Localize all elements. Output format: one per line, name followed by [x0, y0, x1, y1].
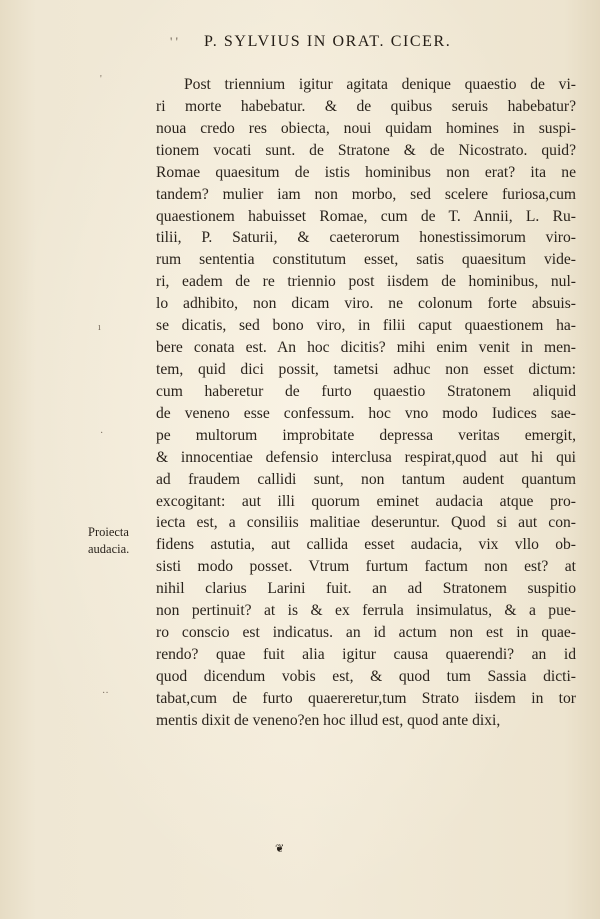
text-line: iecta est, a consiliis malitiae deseruntur. Quod si aut con- — [156, 514, 576, 532]
text-line: rendo? quae fuit alia igitur causa quaerendi? an id — [156, 645, 576, 663]
text-line: tionem vocati sunt. de Stratone & de Nicostrato. quid? — [156, 141, 576, 159]
text-line: cum haberetur de furto quaestio Stratonem aliquid — [156, 382, 576, 400]
text-line: ad fraudem callidi sunt, non tantum audent quantum — [156, 470, 576, 488]
text-line: excogitant: aut illi quorum eminet audacia atque pro- — [156, 492, 576, 510]
marginal-note-line: Proiecta — [88, 525, 129, 539]
text-line: bere conata est. An hoc dicitis? mihi enim venit in men- — [156, 339, 576, 357]
text-line: Post triennium igitur agitata denique quaestio de vi- — [184, 76, 576, 93]
text-line: non pertinuit? at is & ex ferrula insimulatus, & a pue- — [156, 602, 576, 620]
text-line: noua credo res obiecta, noui quidam homines in suspi- — [156, 119, 576, 137]
header-title: P. SYLVIUS IN ORAT. CICER. — [204, 33, 452, 50]
text-line: Romae quaesitum de istis hominibus non erat? ita ne — [156, 163, 576, 181]
marginal-note-line: audacia. — [88, 542, 130, 556]
text-line: de veneno esse confessum. hoc vno modo Iudices sae- — [156, 404, 576, 422]
text-line: tabat,cum de furto quaereretur,tum Strato iisdem in tor — [156, 689, 576, 707]
text-line: pe multorum improbitate depressa veritas emergit, — [156, 426, 576, 444]
text-line: ro conscio est indicatus. an id actum non est in quae- — [156, 624, 576, 642]
text-line: ri, eadem de re triennio post iisdem de hominibus, nul- — [156, 273, 576, 291]
text-line: tem, quid dici possit, tametsi adhuc non esset dictum: — [156, 360, 576, 378]
oration-text — [156, 74, 576, 732]
fleuron-ornament: ❦ — [275, 843, 285, 855]
text-line: quod dicendum vobis est, & quod tum Sassia dicti- — [156, 667, 576, 685]
text-line: se dicatis, sed bono viro, in filii caput quaestionem ha- — [156, 317, 576, 335]
margin-mark: ' — [100, 74, 102, 85]
margin-mark: · — [100, 428, 104, 439]
header-ornament: ' ' — [170, 34, 178, 49]
text-line: quaestionem habuisset Romae, cum de T. Annii, L. Ru- — [156, 207, 576, 225]
marginal-note — [88, 524, 129, 558]
text-line: nihil clarius Larini fuit. an ad Stratonem suspitio — [156, 580, 576, 598]
margin-mark: ı — [98, 322, 101, 333]
text-line: rum sententia constitutum esset, satis quaesitum vide- — [156, 251, 576, 269]
margin-mark: ·· — [102, 688, 109, 699]
text-line: fidens astutia, aut callida esset audacia, vix vllo ob- — [156, 536, 576, 554]
text-line: & innocentiae defensio interclusa respirat,quod aut hi qui — [156, 448, 576, 466]
text-line: sisti modo posset. Vtrum furtum factum non est? at — [156, 558, 576, 576]
text-line: tandem? mulier iam non morbo, sed scelere furiosa,cum — [156, 185, 576, 203]
text-line: ri morte habebatur. & de quibus seruis habebatur? — [156, 97, 576, 115]
text-line: tilii, P. Saturii, & caeterorum honestissimorum viro- — [156, 229, 576, 247]
running-header — [170, 33, 560, 51]
text-line: lo adhibito, non dicam viro. ne colonum forte absuis- — [156, 295, 576, 313]
text-line: mentis dixit de veneno?en hoc illud est, quod ante dixi, — [156, 711, 501, 729]
